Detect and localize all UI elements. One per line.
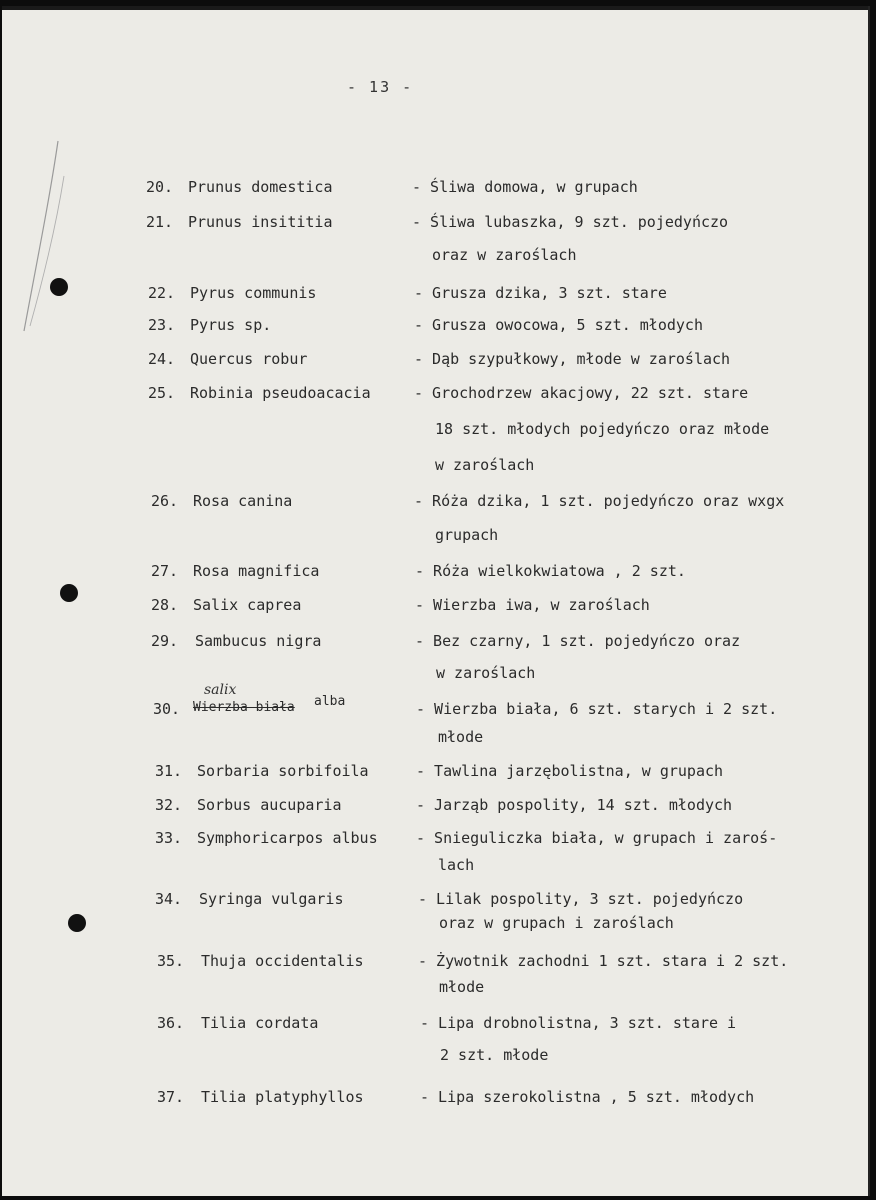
latin-name: Pyrus communis xyxy=(190,284,317,302)
latin-name-struck: Wierzba biała xyxy=(193,700,295,715)
entry-number: 36. xyxy=(157,1014,185,1032)
entry-number: 26. xyxy=(151,492,179,510)
polish-description: - Żywotnik zachodni 1 szt. stara i 2 szt. xyxy=(418,952,789,970)
latin-name: Prunus domestica xyxy=(188,178,333,196)
latin-name: Tilia cordata xyxy=(201,1014,319,1032)
handwritten-correction: salix xyxy=(204,682,237,698)
description-continuation: w zaroślach xyxy=(436,664,536,682)
punch-hole-middle xyxy=(60,584,78,602)
latin-name: Robinia pseudoacacia xyxy=(190,384,371,402)
description-continuation: grupach xyxy=(435,526,499,544)
polish-description: - Wierzba iwa, w zaroślach xyxy=(415,596,650,614)
latin-name: Sorbaria sorbifoila xyxy=(197,762,369,780)
latin-name: Sambucus nigra xyxy=(195,632,322,650)
latin-name: Prunus insititia xyxy=(188,213,333,231)
entry-number: 25. xyxy=(148,384,176,402)
entry-number: 35. xyxy=(157,952,185,970)
latin-name: Rosa magnifica xyxy=(193,562,320,580)
polish-description: - Grusza owocowa, 5 szt. młodych xyxy=(414,316,703,334)
polish-description: - Snieguliczka biała, w grupach i zaroś- xyxy=(416,829,778,847)
latin-name: Tilia platyphyllos xyxy=(201,1088,364,1106)
polish-description: - Jarząb pospolity, 14 szt. młodych xyxy=(416,796,733,814)
latin-name: Thuja occidentalis xyxy=(201,952,364,970)
page-top-edge xyxy=(2,6,868,10)
entry-number: 28. xyxy=(151,596,179,614)
entry-number: 20. xyxy=(146,178,174,196)
document-page xyxy=(2,6,870,1196)
description-continuation: 18 szt. młodych pojedyńczo oraz młode xyxy=(435,420,770,438)
polish-description: - Lilak pospolity, 3 szt. pojedyńczo xyxy=(418,890,744,908)
polish-description: - Dąb szypułkowy, młode w zaroślach xyxy=(414,350,731,368)
entry-number: 32. xyxy=(155,796,183,814)
polish-description: - Grochodrzew akacjowy, 22 szt. stare xyxy=(414,384,749,402)
entry-number: 27. xyxy=(151,562,179,580)
page-number: - 13 - xyxy=(347,78,414,96)
polish-description: - Tawlina jarzębolistna, w grupach xyxy=(416,762,724,780)
polish-description: - Róża dzika, 1 szt. pojedyńczo oraz wxgx xyxy=(414,492,785,510)
latin-name: Rosa canina xyxy=(193,492,293,510)
entry-number: 24. xyxy=(148,350,176,368)
entry-number: 29. xyxy=(151,632,179,650)
latin-name: Salix caprea xyxy=(193,596,302,614)
description-continuation: lach xyxy=(438,856,475,874)
polish-description: - Bez czarny, 1 szt. pojedyńczo oraz xyxy=(415,632,741,650)
description-continuation: oraz w grupach i zaroślach xyxy=(439,914,674,932)
entry-number: 30. xyxy=(153,700,181,718)
entry-number: 34. xyxy=(155,890,183,908)
polish-description: - Grusza dzika, 3 szt. stare xyxy=(414,284,667,302)
description-continuation: młode xyxy=(439,978,485,996)
description-continuation: młode xyxy=(438,728,484,746)
polish-description: - Lipa drobnolistna, 3 szt. stare i xyxy=(420,1014,737,1032)
polish-description: - Róża wielkokwiatowa , 2 szt. xyxy=(415,562,686,580)
entry-number: 21. xyxy=(146,213,174,231)
latin-name: Pyrus sp. xyxy=(190,316,272,334)
latin-name: Symphoricarpos albus xyxy=(197,829,378,847)
polish-description: - Śliwa lubaszka, 9 szt. pojedyńczo xyxy=(412,213,729,231)
polish-description: - Lipa szerokolistna , 5 szt. młodych xyxy=(420,1088,755,1106)
description-continuation: w zaroślach xyxy=(435,456,535,474)
polish-description: - Wierzba biała, 6 szt. starych i 2 szt. xyxy=(416,700,778,718)
entry-number: 31. xyxy=(155,762,183,780)
entry-number: 33. xyxy=(155,829,183,847)
description-continuation: oraz w zaroślach xyxy=(432,246,577,264)
pencil-mark xyxy=(20,136,80,336)
latin-name-correction: alba xyxy=(314,694,346,709)
latin-name: Sorbus aucuparia xyxy=(197,796,342,814)
entry-number: 22. xyxy=(148,284,176,302)
punch-hole-bottom xyxy=(68,914,86,932)
latin-name: Syringa vulgaris xyxy=(199,890,344,908)
entry-number: 23. xyxy=(148,316,176,334)
entry-number: 37. xyxy=(157,1088,185,1106)
description-continuation: 2 szt. młode xyxy=(440,1046,549,1064)
polish-description: - Śliwa domowa, w grupach xyxy=(412,178,638,196)
latin-name: Quercus robur xyxy=(190,350,308,368)
